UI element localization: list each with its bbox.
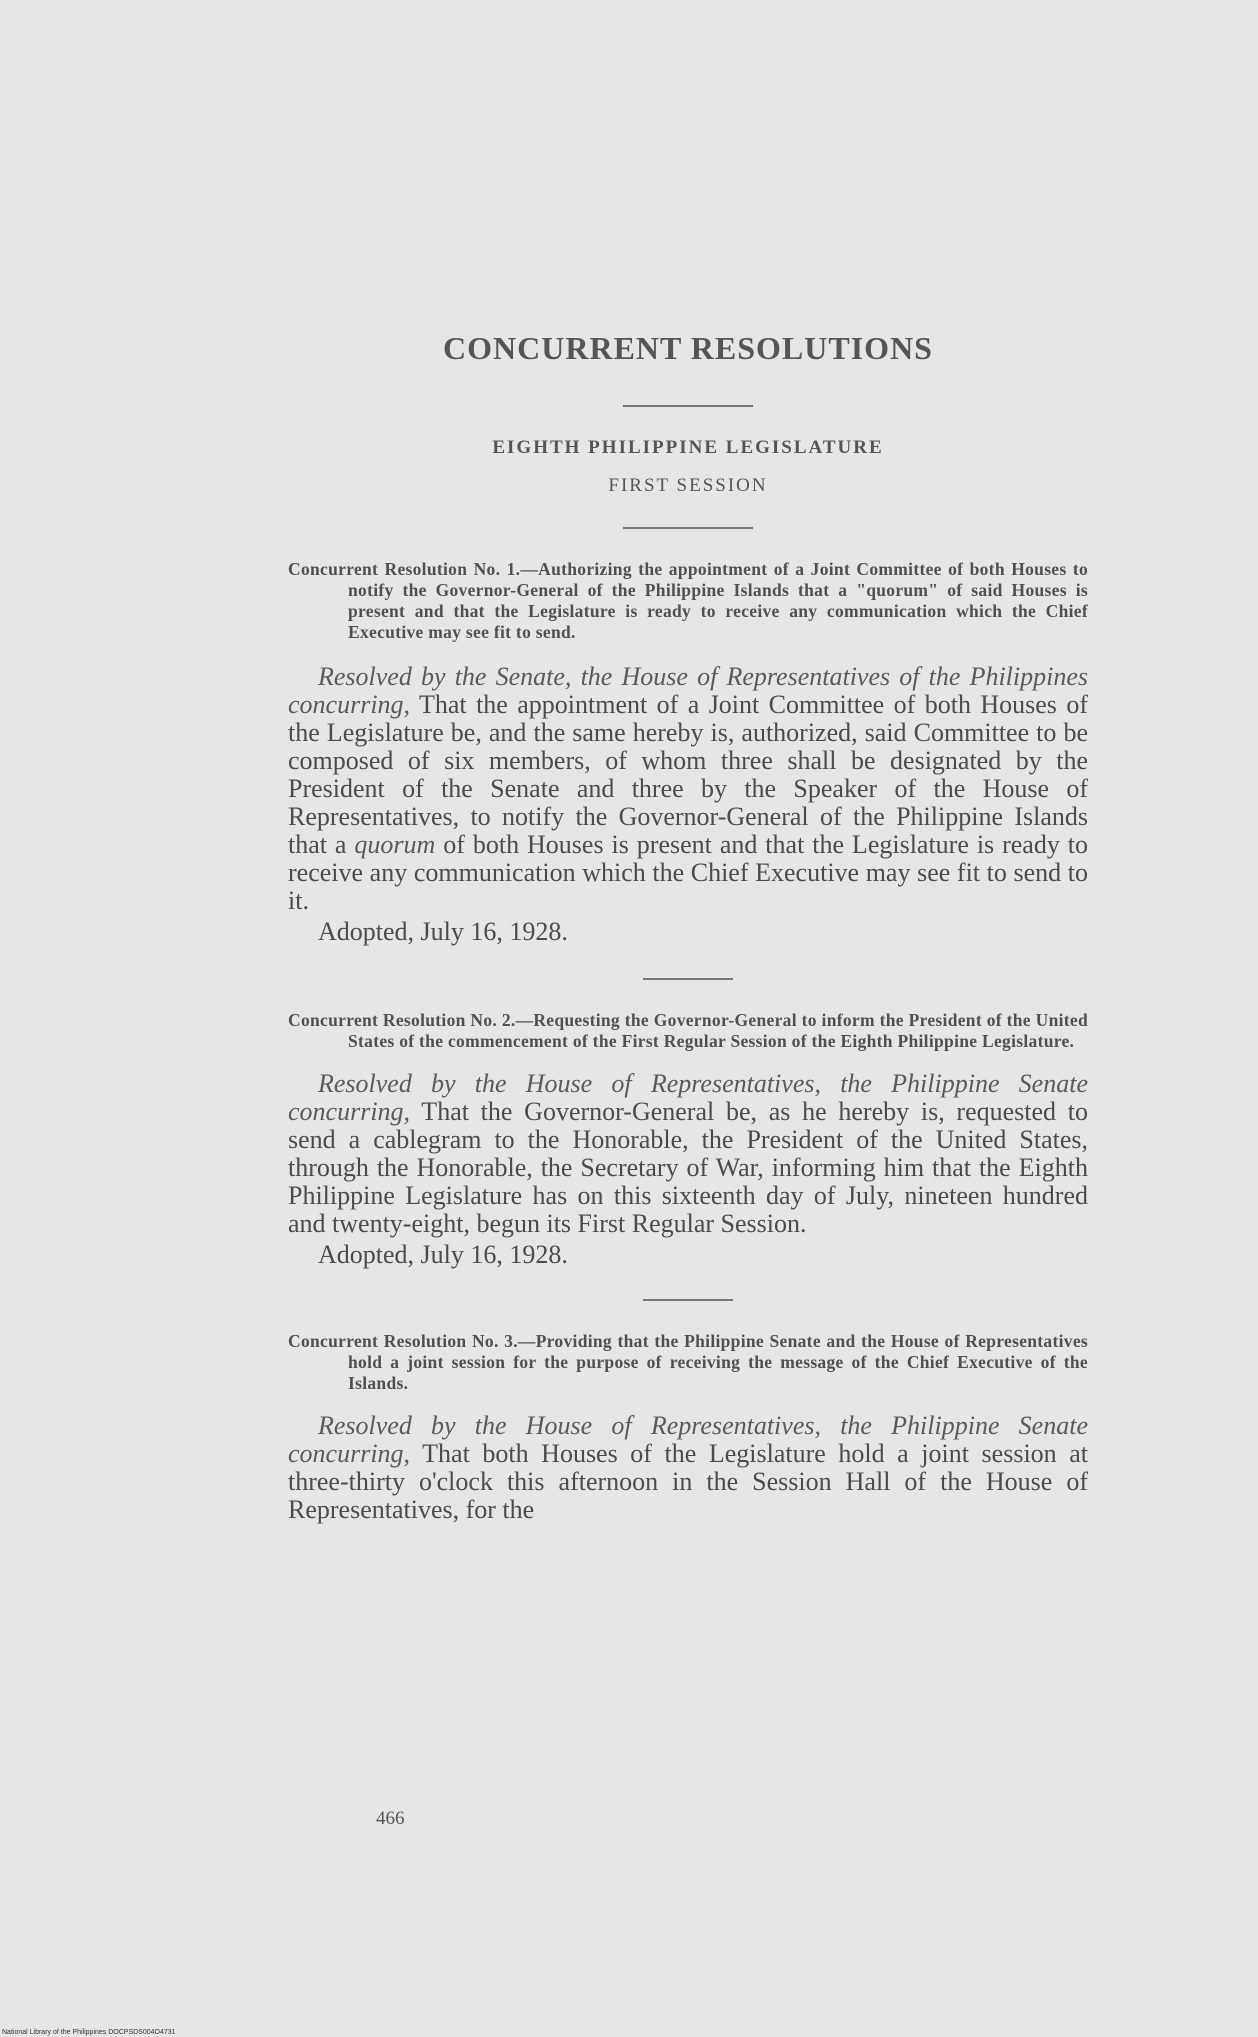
- resolution-2-resolved-clause: Resolved by the House of Representatives, the Philippine Senate concurring,: [288, 1069, 1088, 1126]
- resolution-2-adopted: Adopted, July 16, 1928.: [318, 1240, 568, 1269]
- resolution-3-body: [288, 1412, 1088, 1524]
- resolution-3-summary: —Providing that the Philippine Senate and the House of Representatives hold a joint session for the purpose of receiving the message of the Chief Executive of the Islands.: [348, 1331, 1089, 1393]
- resolution-1-resolved-clause: Resolved by the Senate, the House of Representatives of the Philippines concurring,: [288, 662, 1088, 719]
- resolution-1-body: [288, 663, 1088, 915]
- resolution-3: [288, 1331, 1088, 1524]
- resolution-3-title: [288, 1331, 1088, 1394]
- resolution-1-summary: —Authorizing the appointment of a Joint Committee of both Houses to notify the Governor-General of the Philippine Islands that a "quorum" of said Houses is present and that the Legislature is ready to receive any communication which the Chief Executive may see fit to send.: [348, 559, 1089, 642]
- resolution-1: [288, 559, 1088, 946]
- resolution-1-title: [288, 559, 1088, 643]
- resolution-1-text-a: That the appointment of a Joint Committee of both Houses of the Legislature be, and the same hereby is, authorized, said Committee to be composed of six members, of whom three shall be designated by the President of the Senate and three by the Speaker of the House of Representatives, to notify the Governor-General of the Philippine Islands that a: [288, 690, 1088, 859]
- resolution-1-quorum-term: quorum: [354, 830, 436, 859]
- resolution-2-title: [288, 1010, 1088, 1052]
- resolution-2-body: [288, 1070, 1088, 1238]
- resolution-3-resolved-clause: Resolved by the House of Representatives, the Philippine Senate concurring,: [288, 1411, 1088, 1468]
- resolution-2-text: That the Governor-General be, as he hereby is, requested to send a cablegram to the Honorable, the President of the United States, through the Honorable, the Secretary of War, informing him that the Eighth Philippine Legislature has on this sixteenth day of July, nineteen hundred and twenty-eight, begun its First Regular Session.: [288, 1097, 1088, 1238]
- page-number: 466: [376, 1808, 405, 1829]
- resolution-3-number: Concurrent Resolution No. 3.: [288, 1331, 518, 1351]
- resolution-2: [288, 1010, 1088, 1269]
- resolution-2-number: Concurrent Resolution No. 2.: [288, 1010, 516, 1030]
- resolution-3-text: That both Houses of the Legislature hold a joint session at three-thirty o'clock this afternoon in the Session Hall of the House of Representatives, for the: [288, 1439, 1088, 1524]
- resolution-1-text-b: of both Houses is present and that the Legislature is ready to receive any communication which the Chief Executive may see fit to send to it.: [288, 830, 1089, 915]
- resolution-1-adopted: Adopted, July 16, 1928.: [318, 917, 568, 946]
- resolution-1-number: Concurrent Resolution No. 1.: [288, 559, 521, 579]
- session-heading: FIRST SESSION: [608, 475, 768, 496]
- page-title: CONCURRENT RESOLUTIONS: [443, 330, 933, 366]
- legislature-heading: EIGHTH PHILIPPINE LEGISLATURE: [492, 437, 884, 458]
- resolution-2-summary: —Requesting the Governor-General to inform the President of the United States of the commencement of the First Regular Session of the Eighth Philippine Legislature.: [348, 1010, 1088, 1051]
- document-page: [288, 330, 1088, 1524]
- scan-footer-caption: National Library of the Philippines DOCPSDS004O4731: [2, 2029, 176, 2036]
